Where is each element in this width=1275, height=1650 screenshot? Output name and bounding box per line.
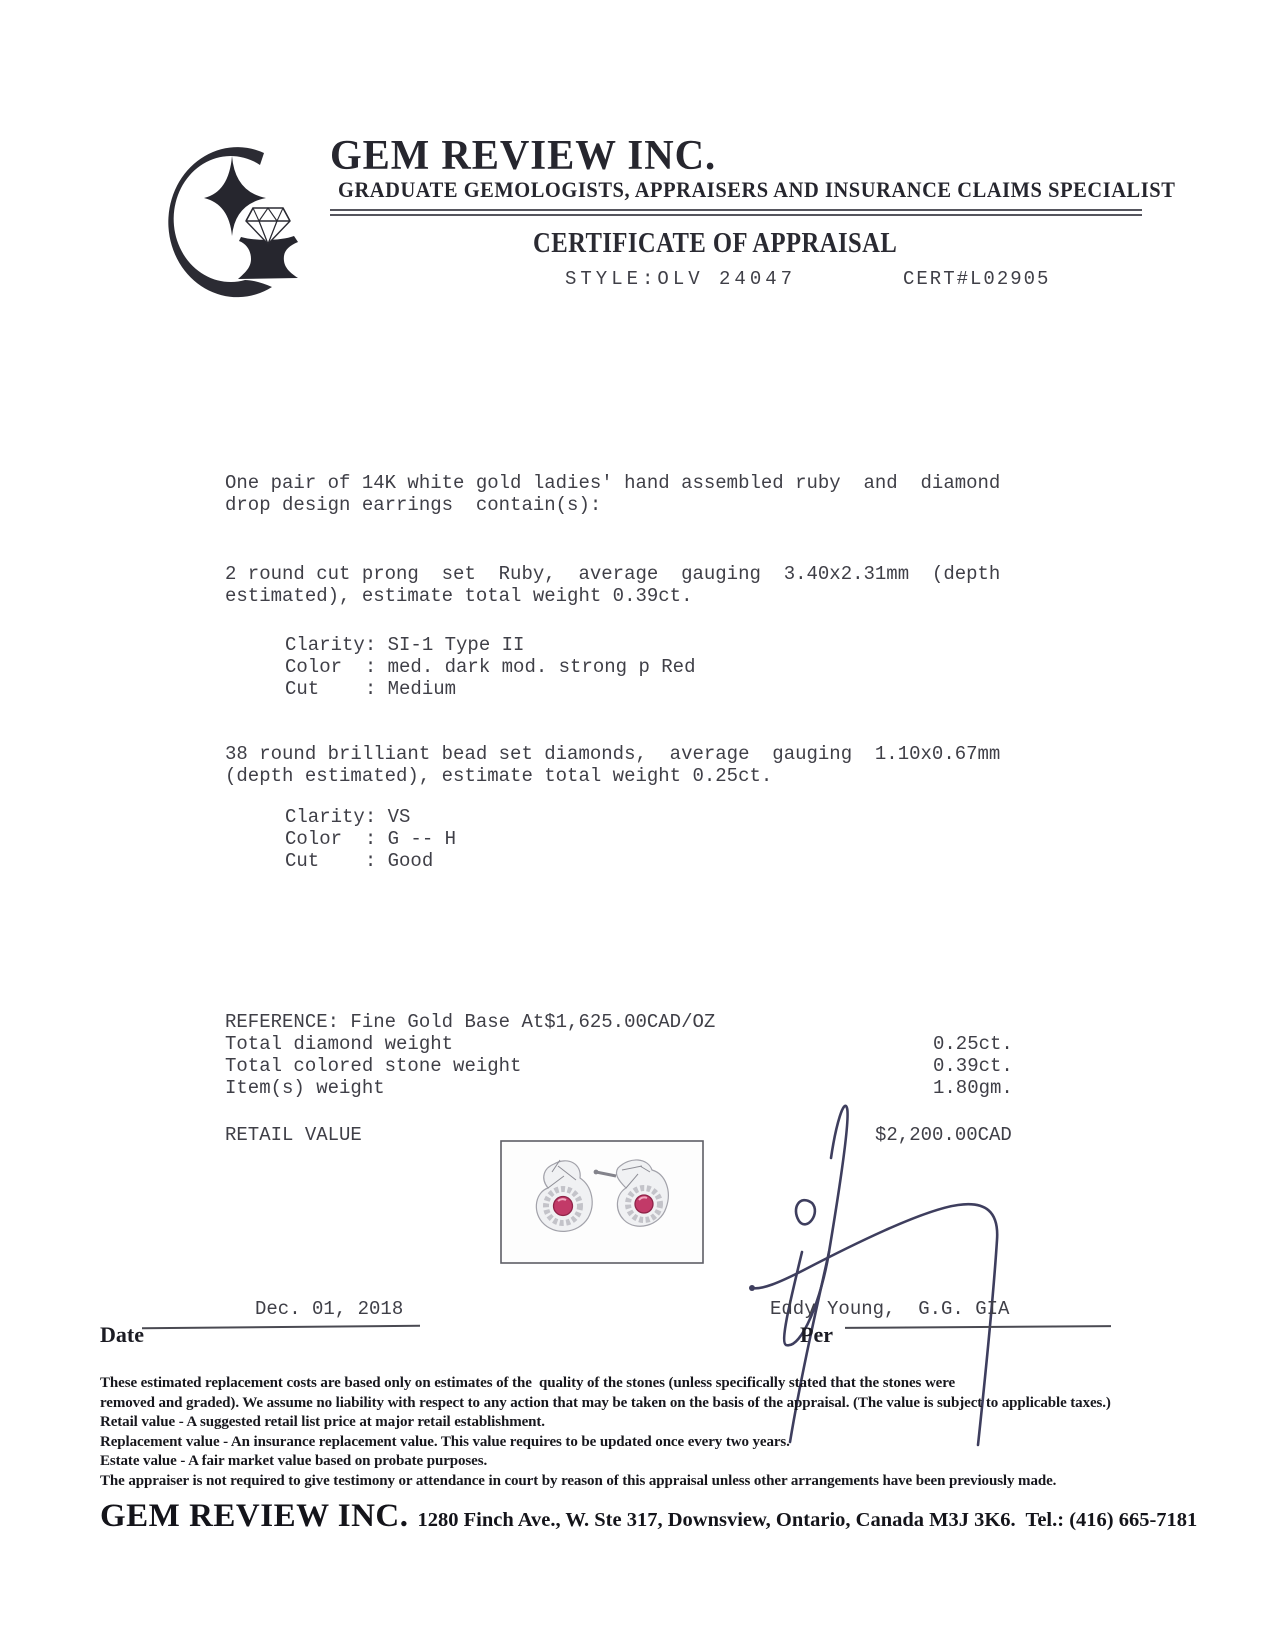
weight-row-label: Item(s) weight: [225, 1077, 385, 1099]
retail-value-amount: $2,200.00CAD: [875, 1124, 1012, 1146]
appraiser-name: Eddy Young, G.G. GIA: [770, 1298, 1010, 1320]
footer: [100, 1498, 1197, 1535]
company-name: GEM REVIEW INC.: [330, 133, 717, 179]
ruby-description-line1: 2 round cut prong set Ruby, average gauging 3.40x2.31mm (depth: [225, 563, 1001, 585]
weight-row-label: Total colored stone weight: [225, 1055, 522, 1077]
ruby-description-line2: estimated), estimate total weight 0.39ct.: [225, 585, 693, 607]
disclaimer-line: The appraiser is not required to give testimony or attendance in court by reason of this appraisal unless other arrangements have been previously made.: [100, 1472, 1057, 1489]
disclaimer-line: Estate value - A fair market value based on probate purposes.: [100, 1453, 488, 1469]
disclaimer-line: Replacement value - An insurance replacement value. This value requires to be updated once every two years.: [100, 1433, 790, 1450]
item-description-line2: drop design earrings contain(s):: [225, 494, 602, 516]
ruby-clarity: Clarity: SI-1 Type II: [285, 634, 525, 656]
reference-line: REFERENCE: Fine Gold Base At$1,625.00CAD/OZ: [225, 1011, 716, 1033]
diamond-clarity: Clarity: VS: [285, 806, 411, 828]
footer-company-name: GEM REVIEW INC.: [100, 1498, 409, 1534]
item-description-line1: One pair of 14K white gold ladies' hand assembled ruby and diamond: [225, 472, 1001, 494]
weight-row-label: Total diamond weight: [225, 1033, 454, 1055]
disclaimer-line: These estimated replacement costs are based only on estimates of the quality of the stones (unless specifically stated that the stones were: [100, 1375, 956, 1391]
disclaimer-block: [100, 1374, 1150, 1491]
diamond-description-line2: (depth estimated), estimate total weight 0.25ct.: [225, 765, 773, 787]
footer-address: 1280 Finch Ave., W. Ste 317, Downsview, Ontario, Canada M3J 3K6. Tel.: (416) 665-7181: [417, 1509, 1198, 1531]
weight-row-value: 0.25ct.: [933, 1033, 1013, 1055]
diamond-description-line1: 38 round brilliant bead set diamonds, average gauging 1.10x0.67mm: [225, 743, 1001, 765]
per-label: Per: [800, 1322, 833, 1347]
appraisal-date: Dec. 01, 2018: [255, 1298, 404, 1320]
retail-value-label: RETAIL VALUE: [225, 1124, 362, 1146]
weight-row-value: 1.80gm.: [933, 1077, 1013, 1099]
company-logo-icon: [165, 140, 313, 302]
date-signature-line: [142, 1325, 420, 1329]
ruby-cut: Cut : Medium: [285, 678, 457, 700]
earrings-photo: [500, 1140, 704, 1264]
disclaimer-line: removed and graded). We assume no liability with respect to any action that may be taken on the basis of the appraisal. (The value is subject to applicable taxes.): [100, 1394, 1111, 1411]
header-divider: [330, 209, 1142, 216]
style-number: STYLE:OLV 24047: [565, 268, 797, 290]
company-tagline: GRADUATE GEMOLOGISTS, APPRAISERS AND INSURANCE CLAIMS SPECIALIST: [338, 177, 1176, 202]
weight-row-value: 0.39ct.: [933, 1055, 1013, 1077]
diamond-cut: Cut : Good: [285, 850, 434, 872]
cert-number: CERT#L02905: [903, 268, 1051, 290]
disclaimer-line: Retail value - A suggested retail list price at major retail establishment.: [100, 1414, 545, 1430]
certificate-title: CERTIFICATE OF APPRAISAL: [533, 228, 898, 259]
ruby-color: Color : med. dark mod. strong p Red: [285, 656, 696, 678]
diamond-color: Color : G -- H: [285, 828, 457, 850]
date-label: Date: [100, 1322, 144, 1347]
